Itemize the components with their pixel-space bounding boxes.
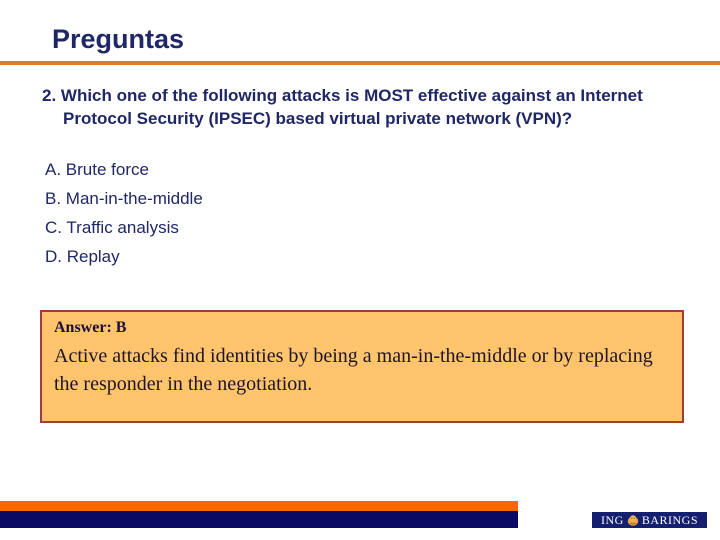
option-c: C. Traffic analysis bbox=[45, 218, 179, 237]
logo-text-barings: BARINGS bbox=[641, 512, 698, 527]
title-underline-rule bbox=[0, 61, 720, 65]
ing-lion-icon bbox=[626, 514, 640, 527]
slide-title: Preguntas bbox=[52, 24, 185, 54]
option-b: B. Man-in-the-middle bbox=[45, 189, 203, 208]
ing-barings-logo bbox=[592, 512, 707, 528]
logo-text-ing: ING bbox=[600, 512, 624, 527]
option-d: D. Replay bbox=[45, 247, 120, 266]
option-a: A. Brute force bbox=[45, 160, 149, 179]
question-text: 2. Which one of the following attacks is MOST effective against an Internet Protocol Security (IPSEC) based virtual private network (VPN)? bbox=[42, 86, 643, 128]
answer-box bbox=[40, 310, 684, 423]
footer-bar-navy bbox=[0, 511, 518, 528]
footer-bar-orange bbox=[0, 501, 518, 511]
answer-explanation: Active attacks find identities by being a man-in-the-middle or by replacing the responder in the negotiation. bbox=[54, 345, 653, 395]
answer-label: Answer: B bbox=[54, 319, 127, 336]
answer-options-list bbox=[45, 158, 645, 274]
